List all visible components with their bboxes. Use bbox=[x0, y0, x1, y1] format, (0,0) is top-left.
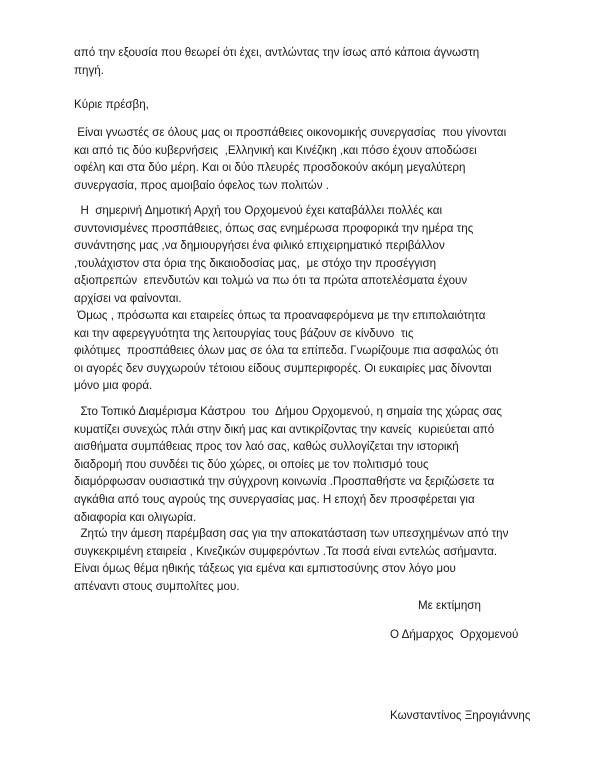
paragraph-1 bbox=[74, 124, 544, 194]
text-line: αγκάθια από τους αγρούς της συνεργασίας μας. Η εποχή δεν προσφέρεται για bbox=[74, 492, 475, 506]
text-line: από την εξουσία που θεωρεί ότι έχει, αντλώντας την ίσως από κάποια άγνωστη bbox=[74, 46, 480, 59]
text-line: αξιοπρεπών επενδυτών και τολμώ να πω ότι τα πρώτα αποτελέσματα έχουν bbox=[74, 274, 468, 288]
signatory-title: Ο Δήμαρχος Ορχομενού bbox=[390, 628, 519, 641]
text-line: Είναι γνωστές σε όλους μας οι προσπάθειες οικονομικής συνεργασίας που γίνονται bbox=[74, 126, 507, 139]
salutation bbox=[74, 96, 544, 114]
text-line: οφέλη και στα δύο μέρη. Και οι δύο πλευρές προσδοκούν ακόμη μεγαλύτερη bbox=[74, 161, 466, 175]
text-line: μόνο μια φορά. bbox=[74, 379, 153, 393]
text-line: πηγή. bbox=[74, 63, 104, 77]
text-line: και την αφερεγγυότητα της λειτουργίας τους βάζουν σε κίνδυνο τις bbox=[74, 326, 414, 340]
text-line: αδιαφορία και ολιγωρία. bbox=[74, 510, 197, 524]
text-line: οι αγορές δεν συγχωρούν τέτοιου είδους συμπεριφορές. Οι ευκαιρίες μας δίνονται bbox=[74, 361, 492, 375]
signatory-name: Κωνσταντίνος Ξηρογιάννης bbox=[390, 709, 531, 722]
text-line: διαμόρφωσαν ουσιαστικά την σύγχρονη κοινωνία .Προσπαθήστε να ξεριζώσετε τα bbox=[74, 475, 495, 489]
paragraph-5 bbox=[74, 525, 544, 595]
text-line: διαδρομή που συνδέει τις δύο χώρες, οι οποίες με τον πολιτισμό τους bbox=[74, 457, 429, 471]
text-line: και από τις δύο κυβερνήσεις ,Ελληνική και Κινέζικη ,και πόσο έχουν αποδώσει bbox=[74, 143, 477, 157]
text-line: Η σημερινή Δημοτική Αρχή του Ορχομενού έχει καταβάλλει πολλές και bbox=[74, 204, 443, 217]
text-line: συνάντησης μας ,να δημιουργήσει ένα φιλικό επιχειρηματικό περιβάλλον bbox=[74, 239, 445, 253]
text-line: ,τουλάχιστον στα όρια της δικαιοδοσίας μας, με στόχο την προσέγγιση bbox=[74, 256, 437, 270]
paragraph-2 bbox=[74, 202, 544, 308]
closing-regards: Με εκτίμηση bbox=[418, 599, 481, 612]
text-line: συντονισμένες προσπάθειες, όπως σας ενημέρωσα προφορικά την ημέρα της bbox=[74, 221, 474, 235]
paragraph-3 bbox=[74, 307, 544, 395]
text-line: Είναι όμως θέμα ηθικής τάξεως για εμένα και εμπιστοσύνης στον λόγο μου bbox=[74, 562, 456, 576]
text-line: αρχίσει να φαίνονται. bbox=[74, 291, 182, 305]
text-line: απέναντι στους συμπολίτες μου. bbox=[74, 579, 240, 593]
intro-paragraph bbox=[74, 44, 544, 79]
text-line: συνεργασία, προς αμοιβαίο όφελος των πολιτών . bbox=[74, 178, 329, 192]
text-line: Στο Τοπικό Διαμέρισμα Κάστρου του Δήμου Ορχομενού, η σημαία της χώρας σας bbox=[74, 405, 502, 418]
text-line: Όμως , πρόσωπα και εταιρείες όπως τα προαναφερόμενα με την επιπολαιότητα bbox=[74, 309, 486, 322]
salutation-text: Κύριε πρέσβη, bbox=[74, 98, 149, 111]
text-line: συγκεκριμένη εταιρεία , Κινεζικών συμφερόντων .Τα ποσά είναι εντελώς ασήμαντα. bbox=[74, 544, 498, 558]
text-line: κυματίζει συνεχώς πλάι στην δική μας και αντικρίζοντας την κανείς κυριεύεται από bbox=[74, 422, 495, 436]
text-line: φιλότιμες προσπάθειες όλων μας σε όλα τα επίπεδα. Γνωρίζουμε πια ασφαλώς ότι bbox=[74, 344, 499, 358]
paragraph-4 bbox=[74, 403, 544, 526]
text-line: Ζητώ την άμεση παρέμβαση σας για την αποκατάσταση των υπεσχημένων από την bbox=[74, 527, 509, 540]
text-line: αισθήματα συμπάθειας προς τον λαό σας, καθώς συλλογίζεται την ιστορική bbox=[74, 440, 459, 454]
